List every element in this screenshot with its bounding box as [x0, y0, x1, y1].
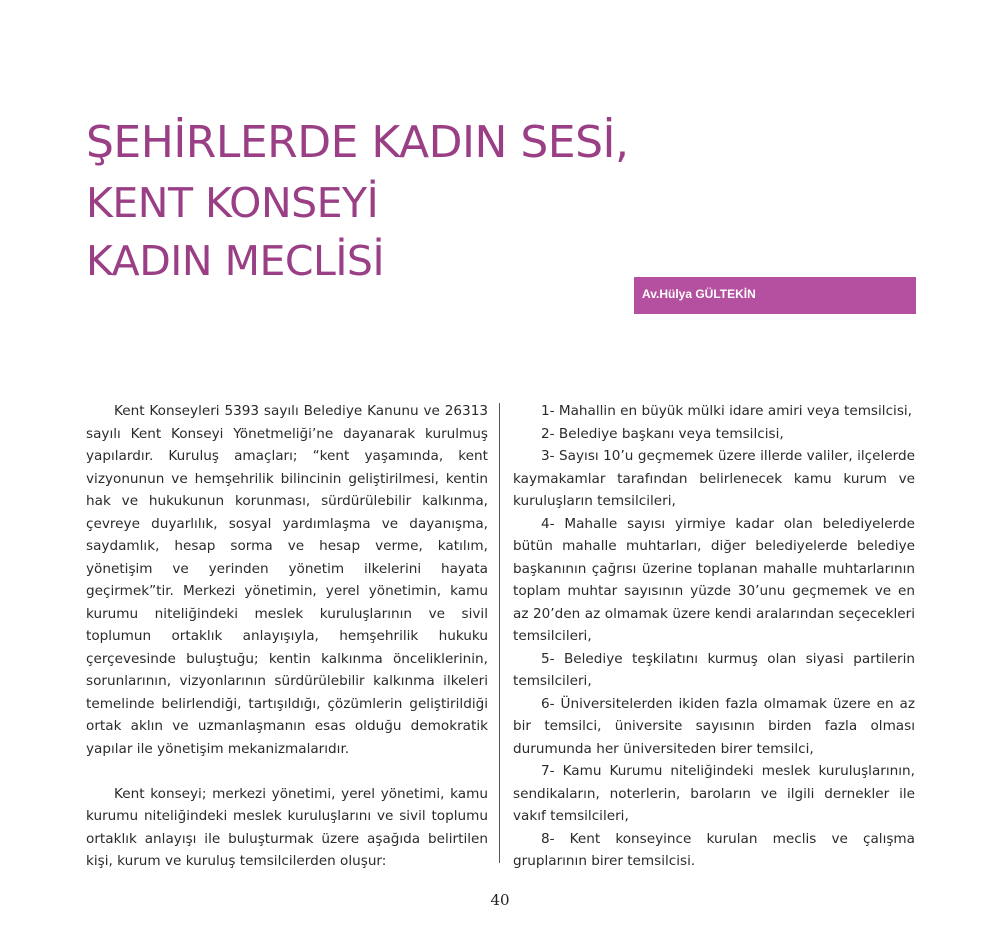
paragraph: Kent konseyi; merkezi yönetimi, yerel yönetimi, kamu kurumu niteliğindeki meslek kuruluşlarını ve sivil toplumu ortaklık anlayışı ile buluşturmak üzere aşağıda belirtilen kişi, kurum ve kuruluş temsilcilerden oluşur:: [86, 785, 488, 869]
column-divider: [499, 403, 500, 863]
page-title: [86, 112, 646, 290]
page-number: 40: [490, 891, 510, 909]
list-item: 4- Mahalle sayısı yirmiye kadar olan belediyelerde bütün mahalle muhtarları, diğer belediyelerde belediye başkanının çağrısı üzerine toplanan mahalle muhtarlarının toplam muhtar sayısının yüzde 30’unu geçmemek ve en az 20’den az olmamak üzere kendi aralarından seçecekleri temsilcileri,: [513, 515, 915, 644]
title-line-3: KADIN MECLİSİ: [86, 237, 385, 285]
list-item: 8- Kent konseyince kurulan meclis ve çalışma gruplarının birer temsilcisi.: [513, 830, 915, 869]
title-line-1: ŞEHİRLERDE KADIN SESİ,: [86, 117, 629, 168]
list-item: 5- Belediye teşkilatını kurmuş olan siyasi partilerin temsilcileri,: [513, 650, 915, 689]
author-banner: [634, 277, 916, 314]
list-item: 3- Sayısı 10’u geçmemek üzere illerde valiler, ilçelerde kaymakamlar tarafından belirlenecek kamu kurum ve kuruluşların temsilcileri,: [513, 448, 915, 509]
left-column: [86, 400, 488, 873]
right-column: [513, 400, 915, 873]
list-item: 6- Üniversitelerden ikiden fazla olmamak üzere en az bir temsilci, üniversite sayısının birden fazla olması durumunda her üniversiteden birer temsilci,: [513, 695, 915, 757]
paragraph: Kent Konseyleri 5393 sayılı Belediye Kanunu ve 26313 sayılı Kent Konseyi Yönetmeliği’ne dayanarak kurulmuş yapılardır. Kuruluş amaçları; “kent yaşamında, kent vizyonunun ve hemşehrilik bilincinin geliştirilmesi, kentin hak ve hukukunun korunması, sürdürülebilir kalkınma, çevreye duyarlılık, sosyal yardımlaşma ve dayanışma, saydamlık, hesap sorma ve hesap verme, katılım, yönetişim ve yerinden yönetim ilkelerini hayata geçirmek”tir. Merkezi yönetimin, yerel yönetimin, kamu kurumu niteliğindeki meslek kuruluşlarının ve sivil toplumun ortaklık anlayışıyla, hemşehrilik hukuku çerçevesinde buluştuğu; kentin kalkınma önceliklerinin, sorunlarının, vizyonlarının sürdürülebilir kalkınma ilkeleri temelinde belirlendiği, tartışıldığı, çözümlerin geliştirildiği ortak aklın ve uzmanlaşmanın esas olduğu demokratik yapılar ile yönetişim mekanizmalarıdır.: [86, 403, 488, 757]
list-item: 2- Belediye başkanı veya temsilcisi,: [541, 425, 784, 442]
list-item: 7- Kamu Kurumu niteliğindeki meslek kuruluşlarının, sendikaların, noterlerin, baroların ve ilgili dernekler ile vakıf temsilcileri,: [513, 763, 915, 824]
author-name: Av.Hülya GÜLTEKİN: [642, 287, 756, 301]
title-line-2: KENT KONSEYİ: [86, 179, 379, 227]
list-item: 1- Mahallin en büyük mülki idare amiri veya temsilcisi,: [541, 403, 913, 419]
